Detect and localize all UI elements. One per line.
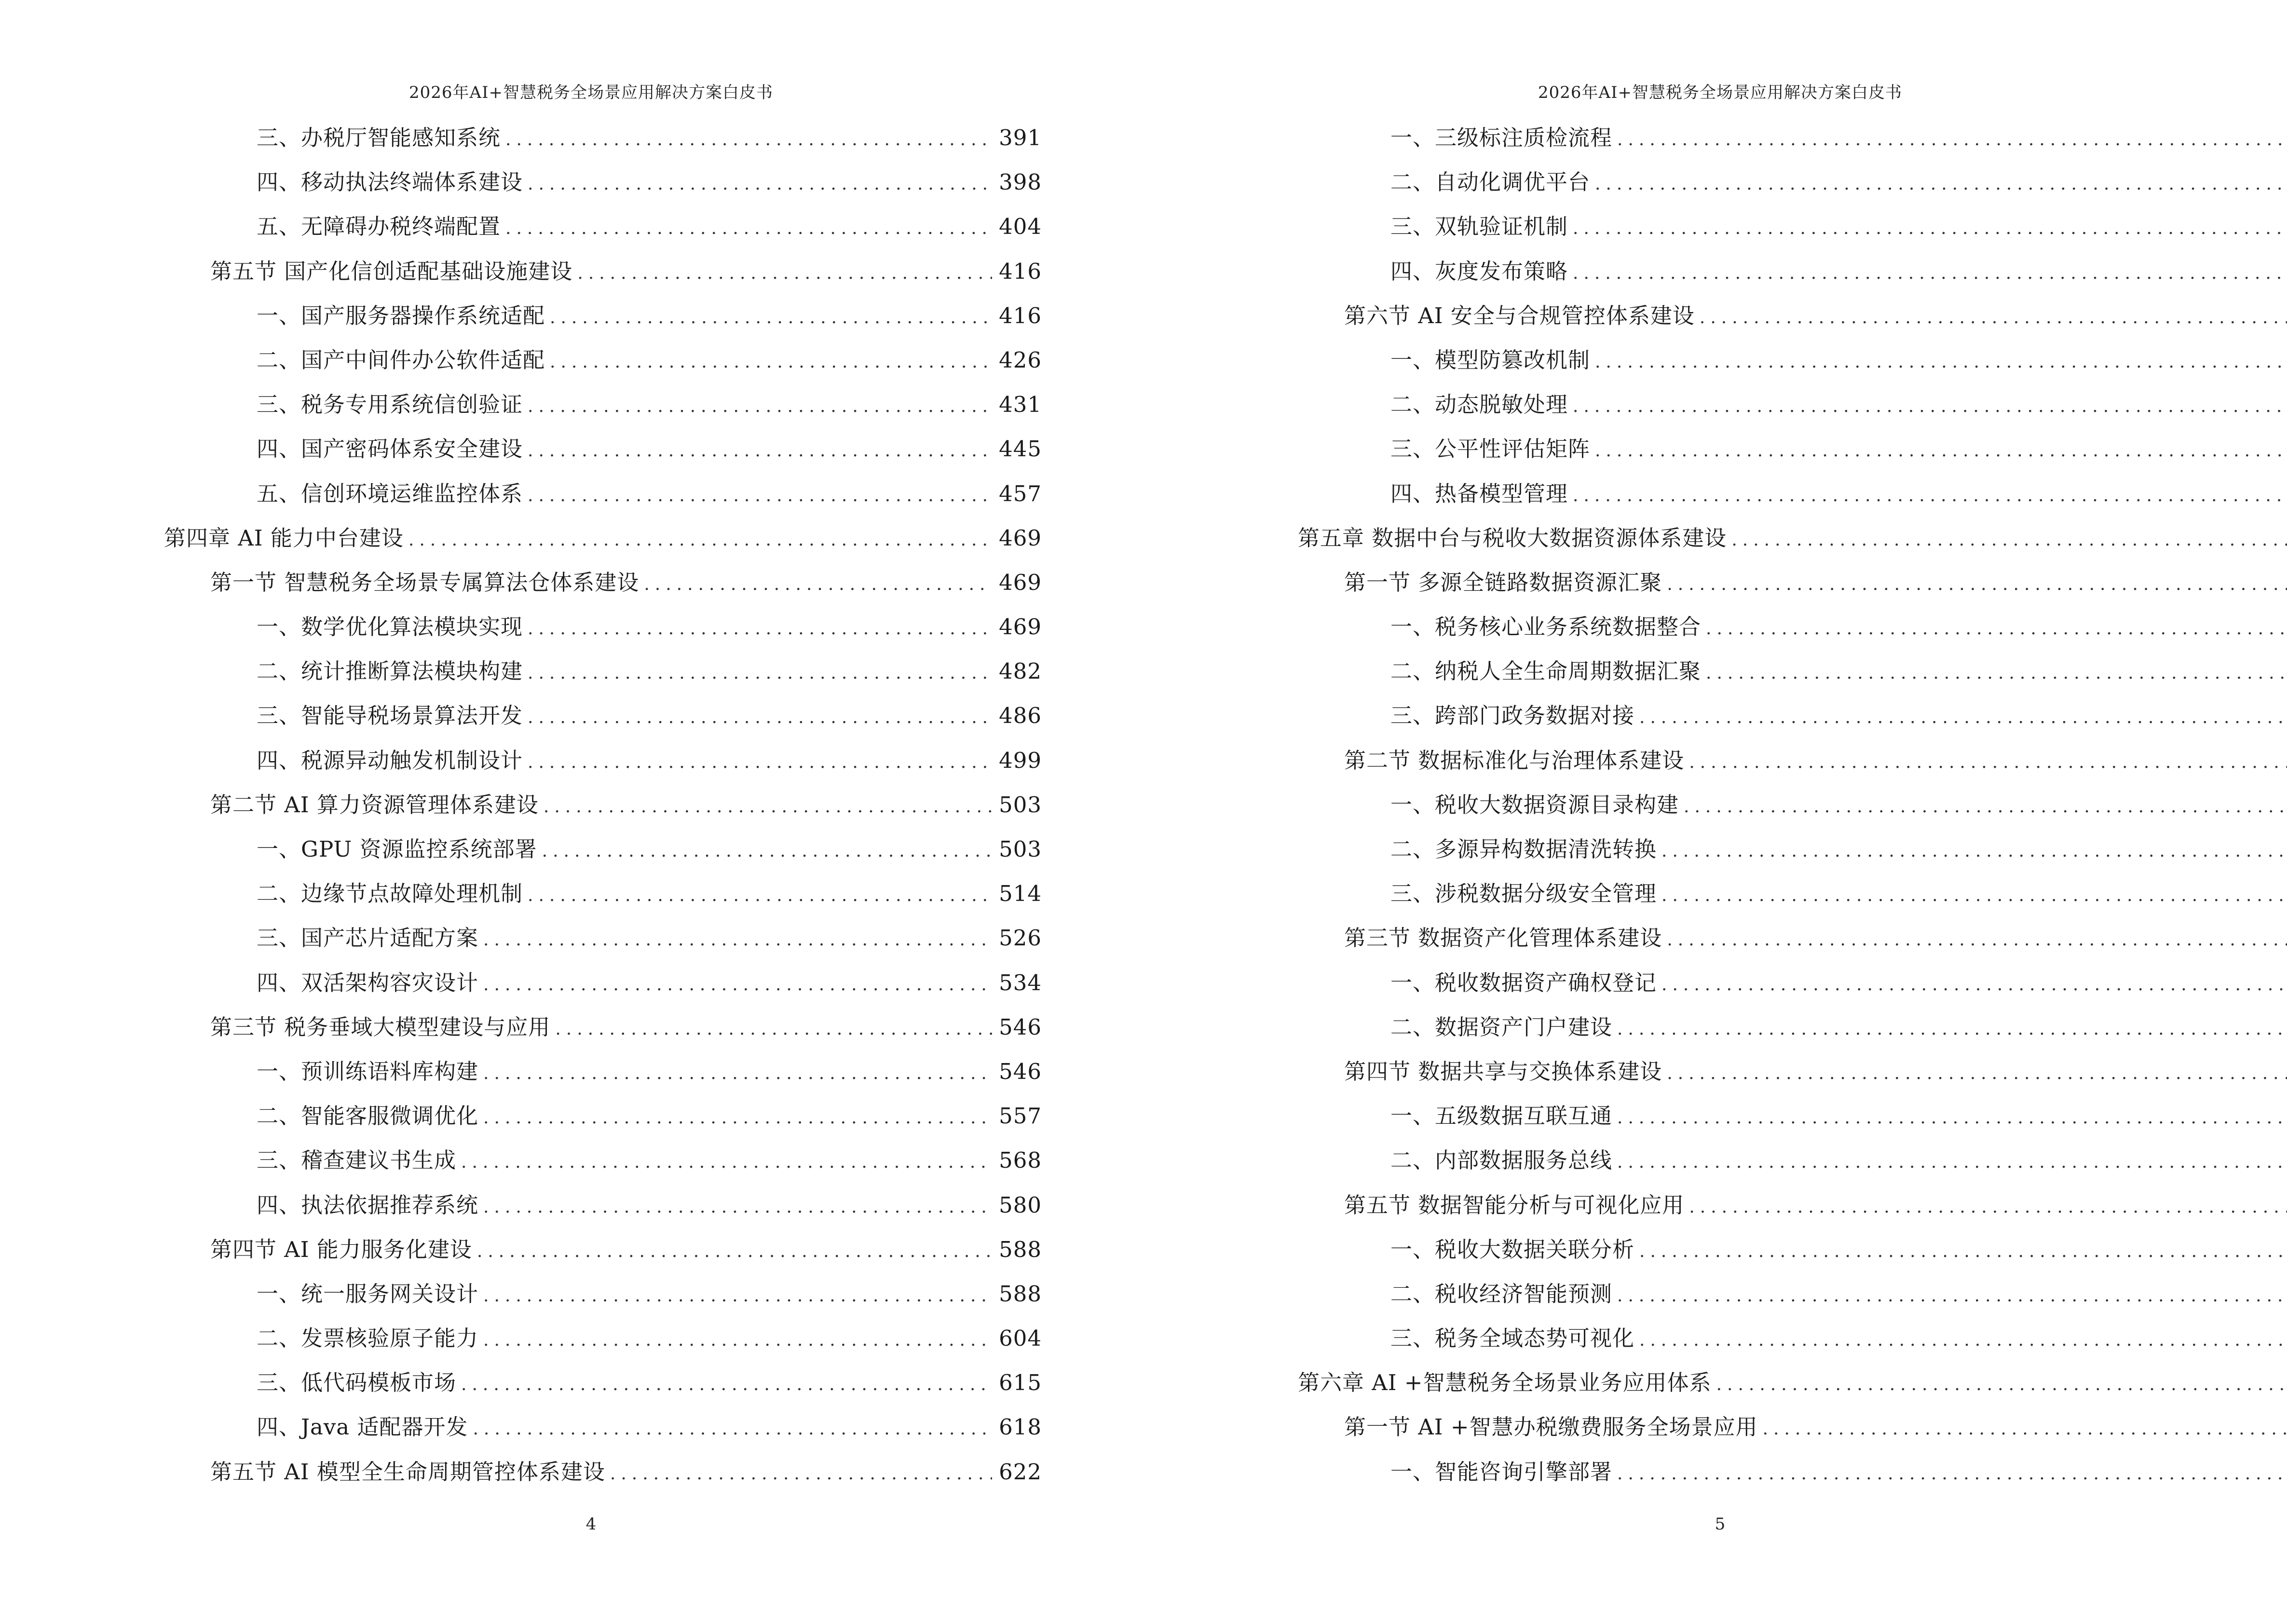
dot-leader <box>1667 918 2287 962</box>
toc-entry-title: 二、统计推断算法模块构建 <box>257 658 523 684</box>
page-number: 5 <box>1715 1515 1726 1534</box>
dot-leader <box>550 340 992 384</box>
toc-entry-title: 三、公平性评估矩阵 <box>1390 436 1591 462</box>
dot-leader <box>544 785 992 829</box>
toc-entry-title: 一、税收大数据资源目录构建 <box>1390 792 1679 818</box>
toc-entry-item[interactable] <box>164 605 1042 649</box>
dot-leader <box>550 296 992 340</box>
dot-leader <box>528 162 992 206</box>
toc-entry-title: 四、税源异动触发机制设计 <box>257 747 523 773</box>
toc-entry-section[interactable] <box>164 1228 1042 1272</box>
toc-entry-section[interactable] <box>1298 560 2287 605</box>
toc-entry-title: 四、执法依据推荐系统 <box>257 1192 479 1218</box>
toc-entry-page: 398 <box>999 169 1042 195</box>
toc-entry-title: 一、税务核心业务系统数据整合 <box>1390 614 1702 640</box>
toc-entry-title: 一、国产服务器操作系统适配 <box>257 302 545 328</box>
toc-entry-title: 三、智能导税场景算法开发 <box>257 703 523 729</box>
toc-entry-page: 604 <box>999 1325 1042 1351</box>
toc-entry-item[interactable] <box>164 916 1042 960</box>
dot-leader <box>528 474 992 518</box>
toc-entry-item[interactable] <box>1298 1138 2287 1183</box>
toc-entry-section[interactable] <box>1298 1050 2287 1094</box>
dot-leader <box>1573 474 2287 518</box>
toc-entry-title: 第三节 税务垂域大模型建设与应用 <box>210 1014 551 1040</box>
toc-entry-title: 一、统一服务网关设计 <box>257 1281 479 1307</box>
toc-entry-title: 二、内部数据服务总线 <box>1390 1147 1613 1174</box>
toc-entry-item[interactable] <box>1298 116 2287 160</box>
toc-entry-item[interactable] <box>164 1050 1042 1094</box>
table-of-contents <box>1298 116 2287 1494</box>
dot-leader <box>1689 1185 2287 1229</box>
toc-entry-section[interactable] <box>1298 916 2287 960</box>
dot-leader <box>1573 206 2287 251</box>
toc-entry-title: 一、五级数据互联互通 <box>1390 1103 1613 1129</box>
toc-entry-item[interactable] <box>164 961 1042 1005</box>
toc-entry-page: 546 <box>999 1058 1042 1084</box>
toc-entry-title: 二、发票核验原子能力 <box>257 1325 479 1351</box>
toc-entry-title: 三、稽查建议书生成 <box>257 1147 457 1174</box>
toc-entry-item[interactable] <box>164 1183 1042 1228</box>
dot-leader <box>1731 518 2287 562</box>
toc-entry-item[interactable] <box>1298 1228 2287 1272</box>
toc-entry-section[interactable] <box>164 1450 1042 1494</box>
dot-leader <box>1661 963 2287 1007</box>
dot-leader <box>1661 829 2287 873</box>
toc-entry-section[interactable] <box>1298 294 2287 338</box>
toc-entry-page: 445 <box>999 436 1042 462</box>
toc-entry-page: 503 <box>999 836 1042 862</box>
dot-leader <box>1716 1363 2287 1407</box>
dot-leader <box>1667 562 2287 607</box>
right-page <box>1144 0 2287 1624</box>
toc-entry-page: 416 <box>999 302 1042 328</box>
dot-leader <box>473 1407 992 1451</box>
dot-leader <box>1763 1407 2287 1451</box>
toc-entry-section[interactable] <box>164 1005 1042 1050</box>
toc-entry-title: 二、纳税人全生命周期数据汇聚 <box>1390 658 1702 684</box>
dot-leader <box>528 696 992 740</box>
toc-entry-title: 四、国产密码体系安全建设 <box>257 436 523 462</box>
toc-entry-title: 三、双轨验证机制 <box>1390 214 1568 240</box>
toc-entry-page: 618 <box>999 1414 1042 1440</box>
toc-entry-item[interactable] <box>164 382 1042 427</box>
dot-leader <box>1617 1007 2287 1051</box>
dot-leader <box>1617 1452 2287 1496</box>
toc-entry-title: 第五节 数据智能分析与可视化应用 <box>1344 1192 1685 1218</box>
dot-leader <box>461 1363 992 1407</box>
toc-entry-section[interactable] <box>164 783 1042 827</box>
toc-entry-page: 499 <box>999 747 1042 773</box>
toc-entry-title: 第四章 AI 能力中台建设 <box>164 525 404 551</box>
toc-entry-title: 五、信创环境运维监控体系 <box>257 480 523 506</box>
toc-entry-title: 二、税收经济智能预测 <box>1390 1281 1613 1307</box>
toc-entry-item[interactable] <box>164 872 1042 916</box>
toc-entry-item[interactable] <box>1298 1316 2287 1361</box>
toc-entry-item[interactable] <box>164 738 1042 783</box>
toc-entry-item[interactable] <box>1298 338 2287 382</box>
toc-entry-item[interactable] <box>1298 827 2287 872</box>
dot-leader <box>483 1096 992 1140</box>
toc-entry-title: 四、移动执法终端体系建设 <box>257 169 523 195</box>
dot-leader <box>477 1229 992 1274</box>
toc-entry-item[interactable] <box>1298 1450 2287 1494</box>
toc-entry-page: 580 <box>999 1192 1042 1218</box>
toc-entry-item[interactable] <box>164 472 1042 516</box>
toc-entry-title: 第二节 数据标准化与治理体系建设 <box>1344 747 1685 773</box>
toc-entry-title: 一、三级标注质检流程 <box>1390 125 1613 150</box>
toc-entry-item[interactable] <box>1298 1272 2287 1316</box>
toc-entry-chapter[interactable] <box>1298 1361 2287 1405</box>
toc-entry-title: 一、预训练语料库构建 <box>257 1058 479 1084</box>
toc-entry-title: 三、涉税数据分级安全管理 <box>1390 881 1657 907</box>
toc-entry-item[interactable] <box>164 294 1042 338</box>
toc-entry-title: 二、多源异构数据清洗转换 <box>1390 836 1657 862</box>
toc-entry-title: 第四节 AI 能力服务化建设 <box>210 1236 472 1262</box>
toc-entry-page: 469 <box>999 525 1042 551</box>
toc-entry-item[interactable] <box>164 205 1042 249</box>
toc-entry-item[interactable] <box>164 827 1042 872</box>
toc-entry-page: 431 <box>999 392 1042 418</box>
toc-entry-item[interactable] <box>164 649 1042 694</box>
toc-entry-title: 第五节 AI 模型全生命周期管控体系建设 <box>210 1459 605 1485</box>
dot-leader <box>505 118 992 162</box>
toc-entry-title: 三、税务全域态势可视化 <box>1390 1325 1635 1351</box>
toc-entry-item[interactable] <box>1298 249 2287 294</box>
toc-entry-section[interactable] <box>1298 738 2287 783</box>
dot-leader <box>483 963 992 1007</box>
dot-leader <box>1639 1229 2287 1274</box>
toc-entry-item[interactable] <box>1298 427 2287 471</box>
toc-entry-item[interactable] <box>164 1138 1042 1183</box>
dot-leader <box>1595 162 2287 206</box>
toc-entry-item[interactable] <box>1298 605 2287 649</box>
toc-entry-page: 615 <box>999 1370 1042 1396</box>
toc-entry-item[interactable] <box>164 1316 1042 1361</box>
toc-entry-title: 一、模型防篡改机制 <box>1390 347 1591 373</box>
toc-entry-title: 第二节 AI 算力资源管理体系建设 <box>210 792 539 818</box>
toc-entry-item[interactable] <box>164 1094 1042 1138</box>
toc-entry-title: 三、办税厅智能感知系统 <box>257 125 501 150</box>
dot-leader <box>528 429 992 473</box>
toc-entry-page: 503 <box>999 792 1042 818</box>
dot-leader <box>577 251 992 296</box>
toc-entry-item[interactable] <box>1298 783 2287 827</box>
dot-leader <box>644 562 992 607</box>
toc-entry-title: 第六节 AI 安全与合规管控体系建设 <box>1344 302 1695 328</box>
toc-entry-title: 三、低代码模板市场 <box>257 1370 457 1396</box>
toc-entry-page: 588 <box>999 1236 1042 1262</box>
toc-entry-title: 一、智能咨询引擎部署 <box>1390 1459 1613 1485</box>
dot-leader <box>542 829 992 873</box>
toc-entry-title: 第五章 数据中台与税收大数据资源体系建设 <box>1298 525 1727 551</box>
dot-leader <box>1639 696 2287 740</box>
dot-leader <box>1617 1274 2287 1318</box>
toc-entry-item[interactable] <box>1298 1005 2287 1050</box>
toc-entry-chapter[interactable] <box>1298 516 2287 560</box>
toc-entry-item[interactable] <box>164 1405 1042 1449</box>
toc-entry-title: 第四节 数据共享与交换体系建设 <box>1344 1058 1662 1084</box>
dot-leader <box>1689 740 2287 785</box>
toc-entry-title: 第六章 AI +智慧税务全场景业务应用体系 <box>1298 1370 1712 1396</box>
toc-entry-title: 五、无障碍办税终端配置 <box>257 214 501 240</box>
dot-leader <box>1706 651 2287 696</box>
dot-leader <box>528 873 992 918</box>
toc-entry-title: 三、国产芯片适配方案 <box>257 925 479 951</box>
dot-leader <box>483 1185 992 1229</box>
table-of-contents <box>164 116 1042 1494</box>
toc-entry-page: 588 <box>999 1281 1042 1307</box>
dot-leader <box>528 651 992 696</box>
dot-leader <box>1700 296 2287 340</box>
dot-leader <box>483 1274 992 1318</box>
dot-leader <box>1573 251 2287 296</box>
dot-leader <box>483 1051 992 1096</box>
toc-entry-title: 第五节 国产化信创适配基础设施建设 <box>210 258 573 284</box>
toc-entry-item[interactable] <box>1298 1094 2287 1138</box>
toc-entry-title: 第一节 AI +智慧办税缴费服务全场景应用 <box>1344 1414 1758 1440</box>
toc-entry-page: 416 <box>999 258 1042 284</box>
toc-entry-title: 一、税收大数据关联分析 <box>1390 1236 1635 1262</box>
dot-leader <box>528 607 992 651</box>
toc-entry-item[interactable] <box>1298 649 2287 694</box>
dot-leader <box>483 918 992 962</box>
dot-leader <box>1667 1051 2287 1096</box>
toc-entry-item[interactable] <box>164 1361 1042 1405</box>
toc-entry-title: 第一节 多源全链路数据资源汇聚 <box>1344 569 1662 595</box>
toc-entry-item[interactable] <box>1298 382 2287 427</box>
dot-leader <box>528 740 992 785</box>
toc-entry-section[interactable] <box>164 560 1042 605</box>
dot-leader <box>505 206 992 251</box>
toc-entry-page: 514 <box>999 881 1042 907</box>
toc-entry-page: 534 <box>999 969 1042 996</box>
dot-leader <box>461 1140 992 1185</box>
toc-entry-item[interactable] <box>1298 872 2287 916</box>
toc-entry-page: 457 <box>999 480 1042 506</box>
toc-entry-item[interactable] <box>164 116 1042 160</box>
toc-entry-page: 526 <box>999 925 1042 951</box>
dot-leader <box>1706 607 2287 651</box>
dot-leader <box>1639 1318 2287 1363</box>
toc-entry-item[interactable] <box>1298 160 2287 205</box>
toc-entry-page: 622 <box>999 1459 1042 1485</box>
toc-entry-section[interactable] <box>1298 1183 2287 1228</box>
dot-leader <box>1595 340 2287 384</box>
dot-leader <box>1617 1096 2287 1140</box>
dot-leader <box>483 1318 992 1363</box>
toc-entry-page: 469 <box>999 569 1042 595</box>
toc-entry-item[interactable] <box>164 160 1042 205</box>
dot-leader <box>408 518 992 562</box>
toc-entry-page: 426 <box>999 347 1042 373</box>
dot-leader <box>1661 873 2287 918</box>
toc-entry-chapter[interactable] <box>164 516 1042 560</box>
toc-entry-title: 四、热备模型管理 <box>1390 480 1568 506</box>
toc-entry-page: 557 <box>999 1103 1042 1129</box>
dot-leader <box>1617 118 2287 162</box>
toc-entry-title: 二、智能客服微调优化 <box>257 1103 479 1129</box>
dot-leader <box>1573 384 2287 429</box>
toc-entry-item[interactable] <box>1298 694 2287 738</box>
toc-entry-page: 568 <box>999 1147 1042 1174</box>
toc-entry-page: 469 <box>999 614 1042 640</box>
toc-entry-title: 一、GPU 资源监控系统部署 <box>257 836 537 862</box>
dot-leader <box>555 1007 992 1051</box>
toc-entry-title: 第一节 智慧税务全场景专属算法仓体系建设 <box>210 569 640 595</box>
toc-entry-title: 二、动态脱敏处理 <box>1390 392 1568 418</box>
toc-entry-item[interactable] <box>164 694 1042 738</box>
toc-entry-title: 四、双活架构容灾设计 <box>257 969 479 996</box>
toc-entry-item[interactable] <box>1298 961 2287 1005</box>
toc-entry-page: 486 <box>999 703 1042 729</box>
toc-entry-item[interactable] <box>164 1272 1042 1316</box>
toc-entry-page: 482 <box>999 658 1042 684</box>
toc-entry-title: 三、税务专用系统信创验证 <box>257 392 523 418</box>
toc-entry-item[interactable] <box>1298 472 2287 516</box>
page-number: 4 <box>585 1515 597 1534</box>
dot-leader <box>1617 1140 2287 1185</box>
toc-entry-page: 391 <box>999 125 1042 150</box>
toc-entry-section[interactable] <box>1298 1405 2287 1449</box>
toc-entry-item[interactable] <box>164 338 1042 382</box>
toc-entry-title: 一、数学优化算法模块实现 <box>257 614 523 640</box>
toc-entry-title: 二、边缘节点故障处理机制 <box>257 881 523 907</box>
dot-leader <box>1595 429 2287 473</box>
toc-entry-page: 404 <box>999 214 1042 240</box>
toc-entry-title: 四、灰度发布策略 <box>1390 258 1568 284</box>
toc-entry-section[interactable] <box>164 249 1042 294</box>
toc-entry-title: 四、Java 适配器开发 <box>257 1414 468 1440</box>
toc-entry-title: 三、跨部门政务数据对接 <box>1390 703 1635 729</box>
toc-entry-item[interactable] <box>164 427 1042 471</box>
toc-entry-title: 第三节 数据资产化管理体系建设 <box>1344 925 1662 951</box>
toc-entry-title: 二、自动化调优平台 <box>1390 169 1591 195</box>
toc-entry-page: 546 <box>999 1014 1042 1040</box>
running-header: 2026年AI+智慧税务全场景应用解决方案白皮书 <box>1538 83 1902 102</box>
toc-entry-title: 二、国产中间件办公软件适配 <box>257 347 545 373</box>
toc-entry-title: 二、数据资产门户建设 <box>1390 1014 1613 1040</box>
dot-leader <box>528 384 992 429</box>
running-header: 2026年AI+智慧税务全场景应用解决方案白皮书 <box>409 83 773 102</box>
dot-leader <box>610 1452 992 1496</box>
dot-leader <box>1684 785 2287 829</box>
toc-entry-title: 一、税收数据资产确权登记 <box>1390 969 1657 996</box>
toc-entry-item[interactable] <box>1298 205 2287 249</box>
